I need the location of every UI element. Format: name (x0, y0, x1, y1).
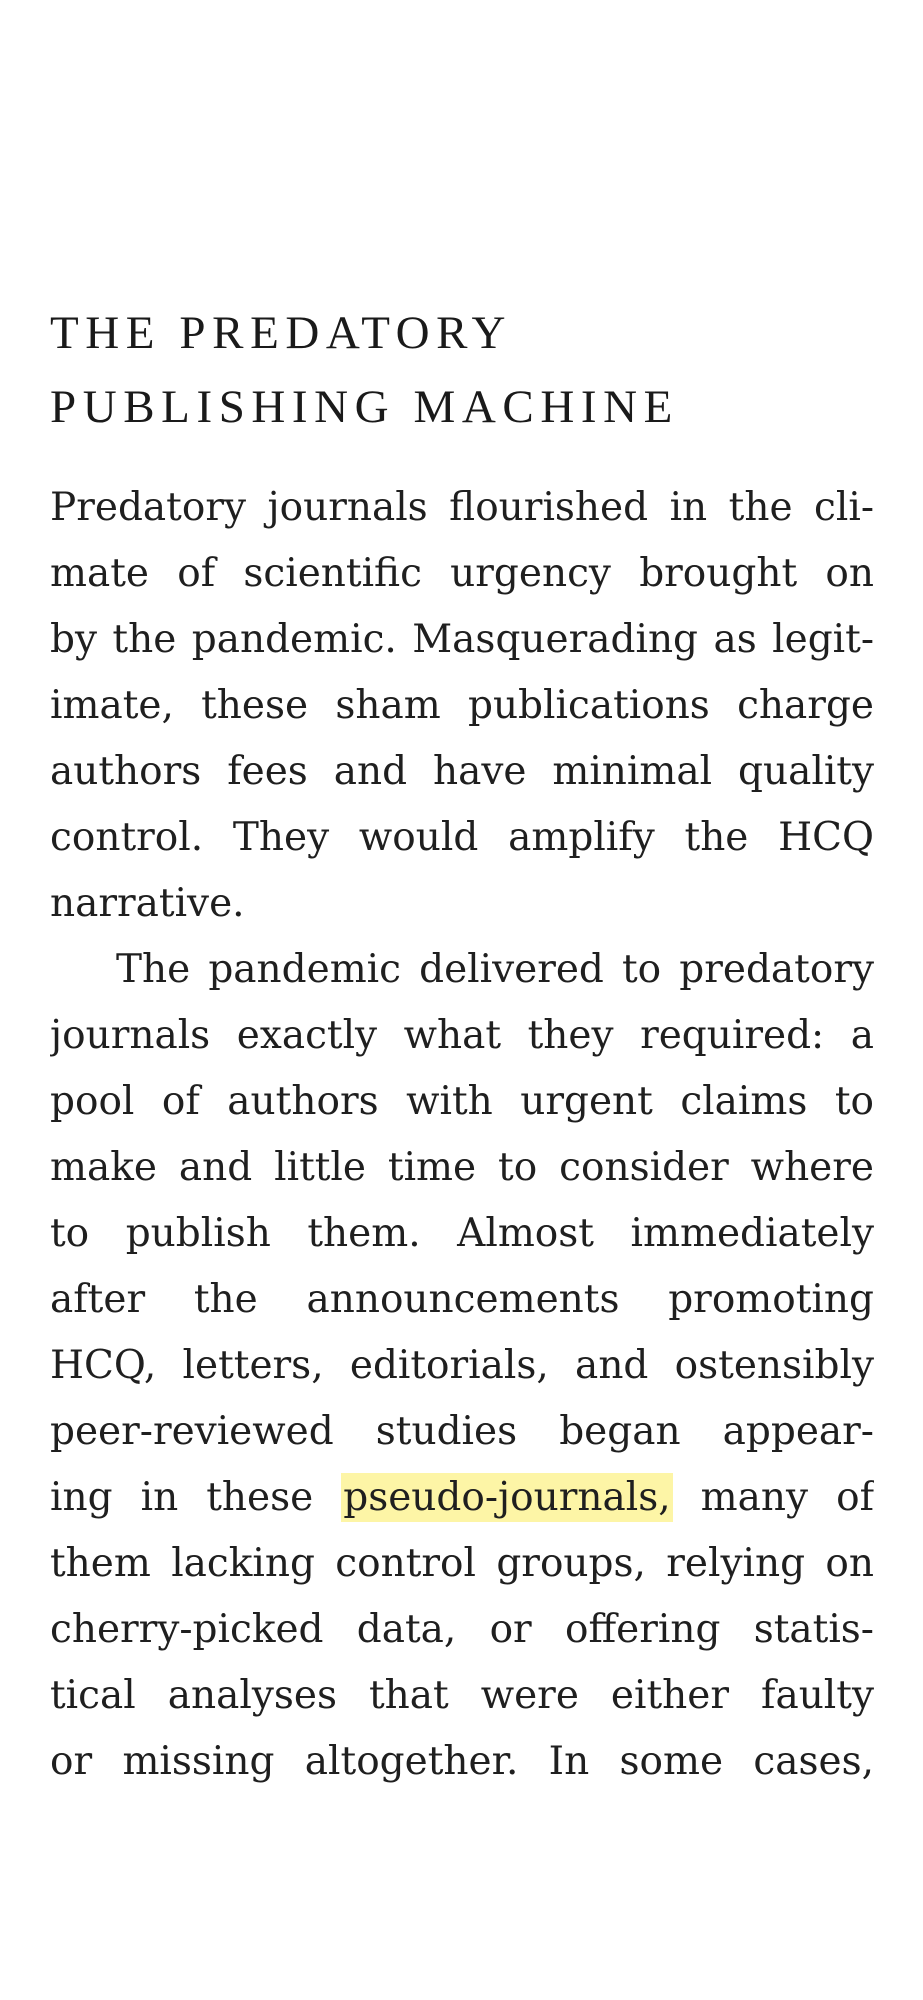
text-line: tical analyses that were either faulty (50, 1673, 874, 1718)
text-line: Predatory journals flourished in the cli- (50, 485, 874, 530)
text-line: make and little time to consider where (50, 1145, 874, 1190)
text-line: authors fees and have minimal quality (50, 749, 874, 794)
text-line: The pandemic delivered to predatory (116, 947, 874, 992)
paragraph-1 (50, 475, 874, 937)
text-line: control. They would amplify the HCQ (50, 815, 874, 860)
text-line: cherry-picked data, or offering statis- (50, 1607, 874, 1652)
section-heading-line: THE PREDATORY (50, 307, 513, 359)
text-line: narrative. (50, 881, 245, 926)
text-line: to publish them. Almost immediately (50, 1211, 874, 1256)
text-line: journals exactly what they required: a (50, 1013, 874, 1058)
text-line: after the announcements promoting (50, 1277, 874, 1322)
section-heading (50, 296, 679, 444)
text-line: pool of authors with urgent claims to (50, 1079, 874, 1124)
text-segment: many of (672, 1475, 874, 1520)
text-line: by the pandemic. Masquerading as legit- (50, 617, 874, 662)
section-heading-line: PUBLISHING MACHINE (50, 381, 679, 433)
text-line: imate, these sham publications charge (50, 683, 874, 728)
text-line: peer-reviewed studies began appear- (50, 1409, 874, 1454)
text-segment: ing in these (50, 1475, 342, 1520)
body-text (50, 475, 874, 1795)
text-line: HCQ, letters, editorials, and ostensibly (50, 1343, 874, 1388)
text-line: or missing altogether. In some cases, (50, 1739, 874, 1784)
text-line: them lacking control groups, relying on (50, 1541, 874, 1586)
highlighted-text[interactable]: pseudo-journals, (343, 1475, 671, 1520)
text-line-with-highlight (50, 1465, 874, 1531)
text-line: mate of scientific urgency brought on (50, 551, 874, 596)
paragraph-2 (50, 937, 874, 1795)
